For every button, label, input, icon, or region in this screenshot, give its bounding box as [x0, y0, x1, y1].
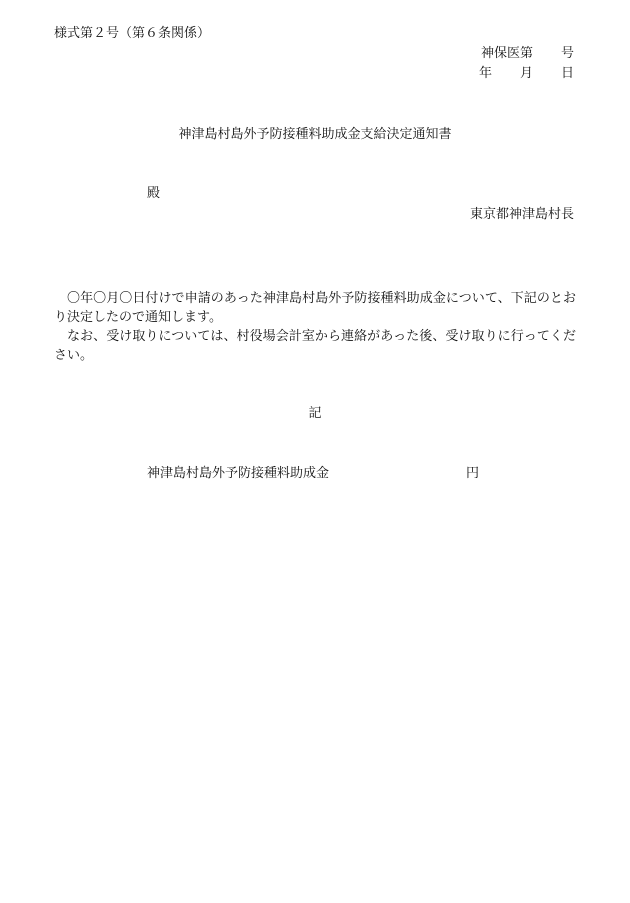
document-number-blank — [533, 47, 561, 60]
issue-date-row — [479, 67, 574, 80]
form-number: 様式第２号（第６条関係） — [54, 26, 211, 41]
date-day-blank — [533, 67, 561, 80]
addressee-suffix: 殿 — [147, 186, 161, 201]
body-text — [54, 289, 576, 365]
grant-amount-unit: 円 — [466, 466, 480, 481]
body-paragraph-pickup: なお、受け取りについては、村役場会計室から連絡があった後、受け取りに行ってください。 — [54, 329, 576, 363]
body-paragraph-decision: 〇年〇月〇日付けで申請のあった神津島村島外予防接種料助成金について、下記のとおり決定したので通知します。 — [54, 291, 576, 325]
date-month-label: 月 — [519, 66, 533, 81]
date-year-label: 年 — [478, 66, 492, 81]
grant-item-label: 神津島村島外予防接種料助成金 — [147, 466, 330, 481]
document-number-prefix: 神保医第 — [480, 46, 533, 61]
document-number-suffix: 号 — [560, 46, 574, 61]
date-month-blank — [492, 67, 520, 80]
document-number-row — [479, 47, 574, 60]
document-title: 神津島村島外予防接種料助成金支給決定通知書 — [178, 127, 452, 142]
date-day-label: 日 — [560, 66, 574, 81]
reference-block — [479, 47, 574, 87]
issuer-name: 東京都神津島村長 — [469, 207, 574, 222]
record-heading: 記 — [308, 406, 322, 421]
